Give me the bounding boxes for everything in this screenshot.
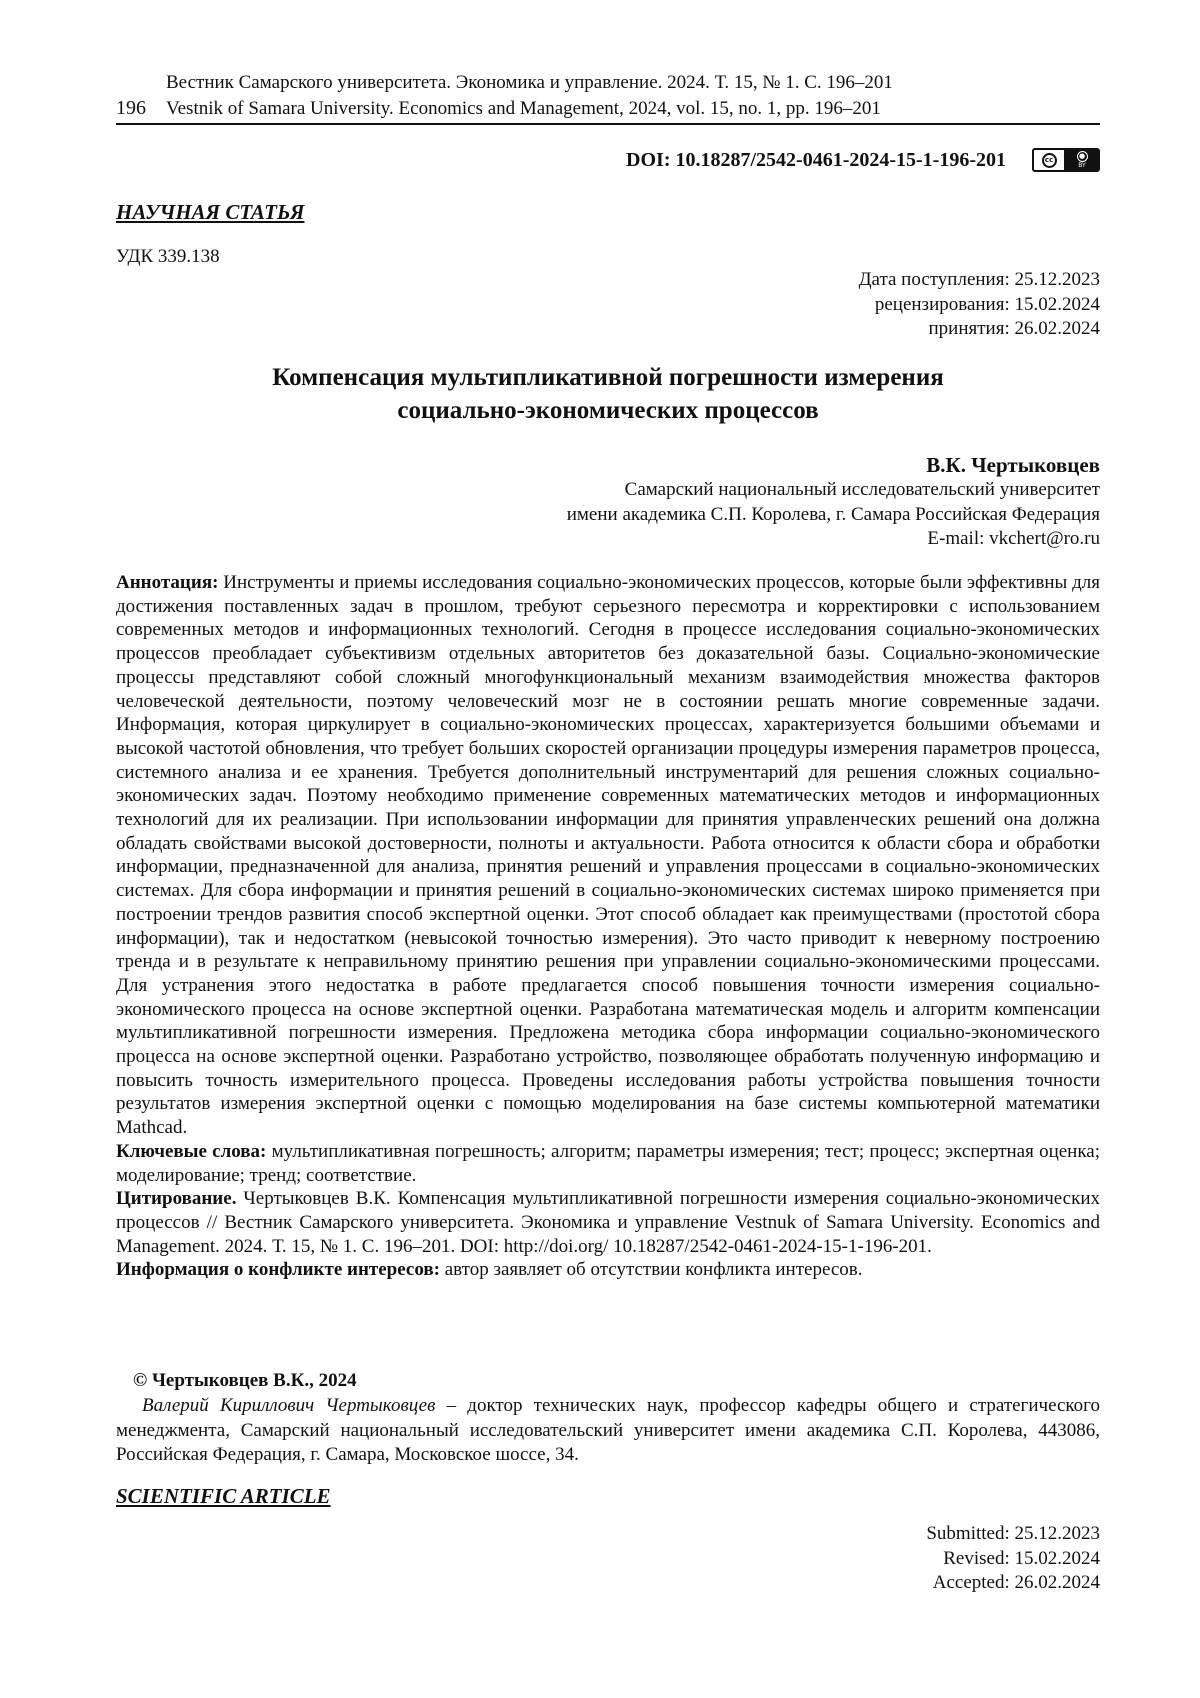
date-received: Дата поступления: 25.12.2023 (858, 269, 1100, 290)
date-revised: Revised: 15.02.2024 (943, 1547, 1100, 1569)
cc-by-icon[interactable]: cc ● BY (1032, 148, 1100, 172)
keywords-label: Ключевые слова: (116, 1140, 267, 1162)
dates-en (926, 1522, 1100, 1596)
citation-paragraph (116, 1187, 1100, 1258)
affiliation-line-2: имени академика С.П. Королева, г. Самара Российская Федерация (566, 503, 1100, 525)
conflict-paragraph (116, 1258, 1100, 1282)
keywords-text: мультипликативная погрешность; алгоритм; параметры измерения; тест; процесс; экспертная оценка; моделирование; тренд; соответствие. (116, 1140, 1101, 1186)
abstract-text: Инструменты и приемы исследования социально-экономических процессов, которые были эффективны для достижения поставленных задач в прошлом, требуют серьезного пересмотра и корректировки с использованием современных методов и информационных технологий. Сегодня в процессе исследования социально-экономических процессов преобладает субъективизм отдельных авторитетов без доказательной базы. Социально-экономические процессы представляют собой сложный многофункциональный механизм взаимодействия множества факторов человеческой деятельности, поэтому человеческий мозг не в состоянии решать многие современные задачи. Информация, которая циркулирует в социально-экономических процессах, характеризуется большими объемами и высокой частотой обновления, что требует больших скоростей организации процедуры измерения параметров процесса, системного анализа и ее хранения. Требуется дополнительный инструментарий для решения сложных социально-экономических задач. Поэтому необходимо применение современных математических методов и информационных технологий для их реализации. При использовании информации для принятия управленческих решений она должна обладать свойствами высокой достоверности, полноты и актуальности. Работа относится к области сбора и обработки информации, предназначенной для анализа, принятия решений и управления процессами в социально-экономических системах. Для сбора информации и принятия решений в социально-экономических системах широко применяется при построении трендов развития способ экспертной оценки. Этот способ обладает как преимуществами (простотой сбора информации), так и недостатком (невысокой точностью измерения). Это часто приводит к неверному построению тренда и в результате к неправильному принятию решения при управлении социально-экономическими процессами. Для устранения этого недостатка в работе предлагается способ повышения точности измерения социально-экономического процесса на основе экспертной оценки. Разработана математическая модель и алгоритм компенсации мультипликативной погрешности измерения. Предложена методика сбора информации социально-экономического процесса на основе экспертной оценки. Разработано устройство, позволяющее обработать полученную информацию и повысить точность измерительного процесса. Проведены исследования работы устройства повышения точности результатов измерения экспертной оценки с помощью моделирования на базе системы компьютерной математики Mathcad. (116, 572, 1100, 1139)
abstract-paragraph (116, 571, 1100, 1140)
udk-code: УДК 339.138 (116, 246, 220, 267)
date-accepted-en: Accepted: 26.02.2024 (932, 1572, 1100, 1593)
author-full-name: Валерий Кириллович Чертыковцев (142, 1395, 436, 1416)
dates-ru (859, 268, 1100, 342)
journal-title-en-row (116, 96, 1100, 122)
author-details: – доктор технических наук, профессор кафедры общего и стратегического менеджмента, Самарский национальный исследовательский университет имени академика С.П. Королева, 443086, Российская Федерация, г. Самара, Московское шоссе, 34. (116, 1395, 1100, 1465)
by-person-icon: ● (1077, 151, 1088, 162)
article-type-en: SCIENTIFIC ARTICLE (116, 1484, 331, 1508)
author-info (116, 1394, 1100, 1468)
page-number: 196 (116, 97, 146, 119)
header-divider (116, 123, 1100, 125)
abstract-section (116, 571, 1100, 1282)
author-email[interactable]: E-mail: vkchert@ro.ru (927, 528, 1100, 549)
title-line-2: социально-экономических процессов (397, 397, 819, 424)
conflict-label: Информация о конфликте интересов: (116, 1259, 440, 1281)
citation-text: Чертыковцев В.К. Компенсация мультипликативной погрешности измерения социально-экономических процессов // Вестник Самарского университета. Экономика и управление Vestnuk of Samara University. Economics and Management. 2024. Т. 15, № 1. С. 196–201. DOI: http://doi.org/ 10.18287/2542-0461-2024-15-1-196-201. (116, 1188, 1101, 1257)
journal-title-ru: Вестник Самарского университета. Экономика и управление. 2024. Т. 15, № 1. С. 196–201 (166, 72, 893, 93)
citation-label: Цитирование. (116, 1188, 237, 1210)
title-line-1: Компенсация мультипликативной погрешности измерения (272, 364, 944, 391)
article-type-ru: НАУЧНАЯ СТАТЬЯ (116, 200, 305, 224)
journal-title-en: Vestnik of Samara University. Economics and Management, 2024, vol. 15, no. 1, pp. 196–201 (166, 98, 881, 119)
copyright-notice: © Чертыковцев В.К., 2024 (133, 1370, 357, 1391)
author-name: В.К. Чертыковцев (926, 453, 1100, 477)
keywords-paragraph (116, 1140, 1100, 1187)
date-reviewed: рецензирования: 15.02.2024 (874, 293, 1100, 315)
article-title (116, 361, 1100, 427)
conflict-text: автор заявляет об отсутствии конфликта интересов. (444, 1259, 863, 1281)
journal-header (116, 70, 1100, 122)
author-block (567, 452, 1100, 552)
doi-link[interactable]: DOI: 10.18287/2542-0461-2024-15-1-196-201 (626, 148, 1006, 171)
abstract-label: Аннотация: (116, 572, 219, 593)
doi-row (626, 148, 1100, 172)
date-submitted: Submitted: 25.12.2023 (926, 1523, 1100, 1544)
affiliation-line-1: Самарский национальный исследовательский университет (624, 479, 1100, 500)
cc-logo-icon: cc (1042, 153, 1057, 168)
date-accepted: принятия: 26.02.2024 (928, 318, 1100, 339)
